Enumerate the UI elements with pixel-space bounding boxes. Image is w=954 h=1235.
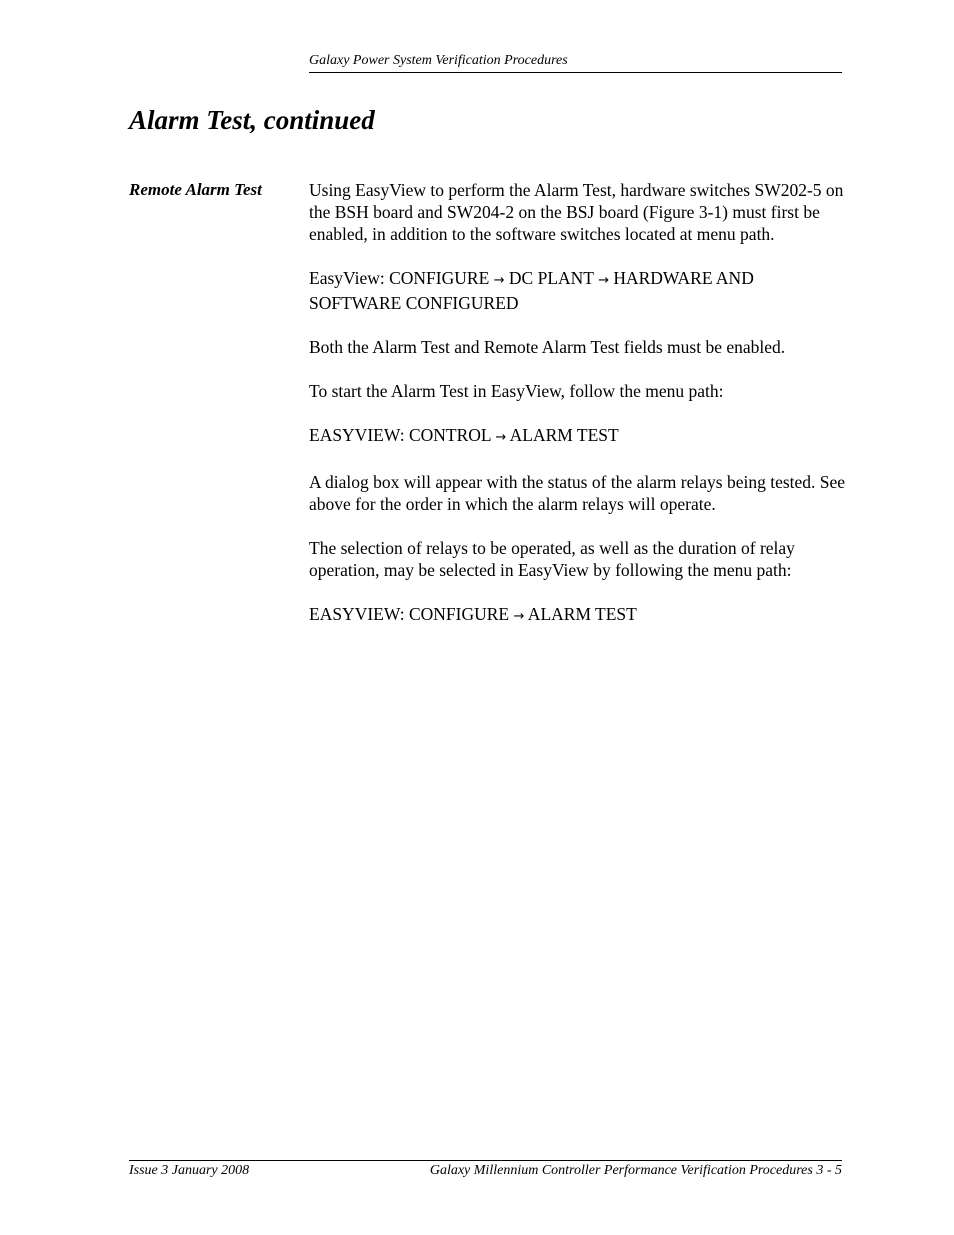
paragraph-relay-selection: The selection of relays to be operated, as well as the duration of relay operation, may be selected in EasyView by following the menu path: [309, 538, 795, 580]
paragraph-start-test: To start the Alarm Test in EasyView, follow the menu path: [309, 381, 724, 401]
menu-path-configure-dc-plant [309, 267, 849, 314]
paragraph-dialog-box: A dialog box will appear with the status of the alarm relays being tested. See above for the order in which the alarm relays will operate. [309, 472, 846, 514]
running-header: Galaxy Power System Verification Procedures [309, 53, 568, 68]
arrow-right-icon: → [598, 273, 609, 288]
menu-path-control-alarm-test [309, 424, 849, 449]
footer-issue-date: Issue 3 January 2008 [129, 1163, 250, 1178]
menu-path-configure-alarm-test [309, 603, 849, 628]
menu-path-segment: EASYVIEW: CONFIGURE [309, 604, 514, 624]
paragraph-fields-enabled: Both the Alarm Test and Remote Alarm Test fields must be enabled. [309, 337, 786, 357]
paragraph-intro: Using EasyView to perform the Alarm Test, hardware switches SW202-5 on the BSH board and SW204-2 on the BSJ board (Figure 3-1) must first be enabled, in addition to the software switches located at menu path. [309, 180, 844, 244]
menu-path-segment: ALARM TEST [524, 604, 637, 624]
menu-path-segment: ALARM TEST [506, 425, 619, 445]
menu-path-segment: HARDWARE AND SOFTWARE CONFIGURED [309, 268, 754, 313]
arrow-right-icon: → [495, 430, 507, 445]
menu-path-segment: EASYVIEW: CONTROL [309, 425, 496, 445]
menu-path-segment: DC PLANT [504, 268, 599, 288]
footer-doc-title-page-number: Galaxy Millennium Controller Performance Verification Procedures 3 - 5 [429, 1163, 842, 1178]
footer-rule [129, 1160, 842, 1161]
arrow-right-icon: → [513, 609, 525, 624]
section-body [309, 179, 849, 650]
page-title: Alarm Test, continued [129, 105, 375, 135]
menu-path-segment: EasyView: CONFIGURE [309, 268, 494, 288]
section-label: Remote Alarm Test [129, 180, 262, 199]
arrow-right-icon: → [493, 273, 505, 288]
header-rule [309, 72, 842, 73]
